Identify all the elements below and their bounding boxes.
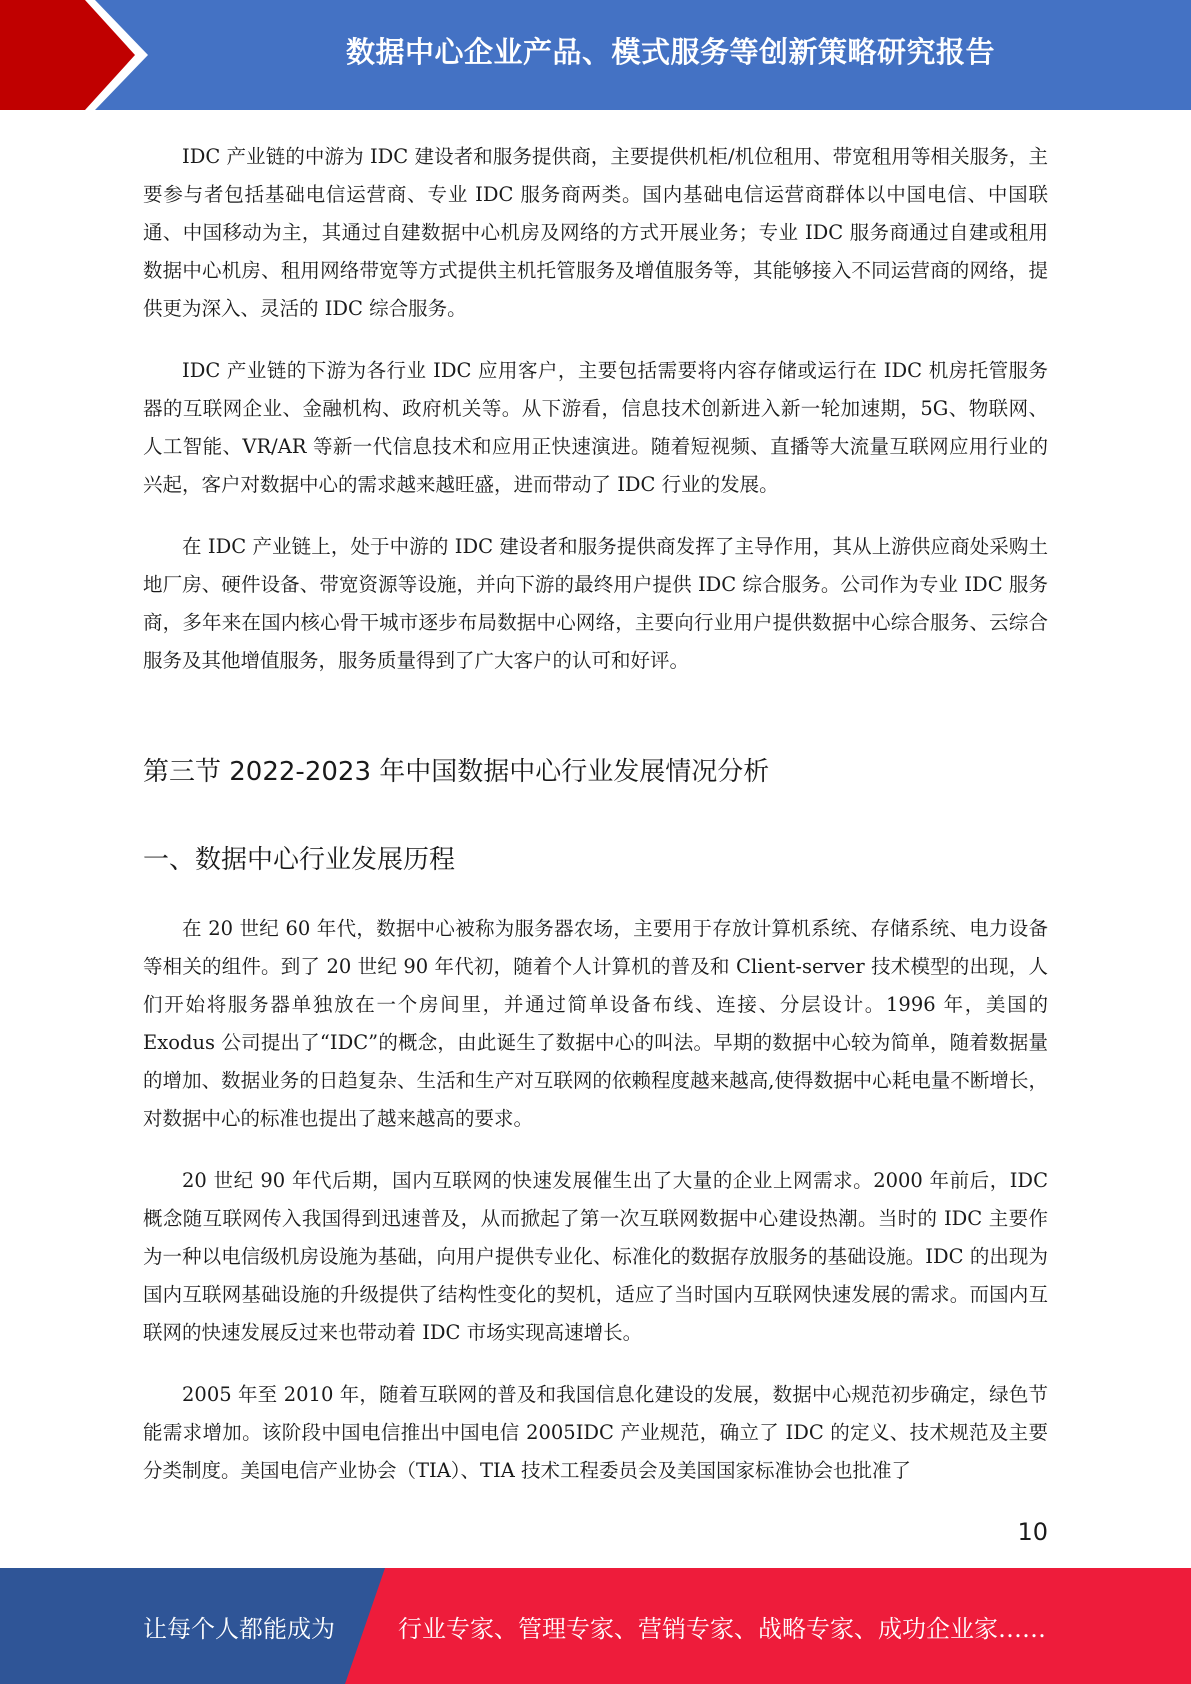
footer-slogan-right: 行业专家、管理专家、营销专家、战略专家、成功企业家…… [398, 1614, 1046, 1643]
report-title: 数据中心企业产品、模式服务等创新策略研究报告 [345, 34, 995, 69]
page-footer [0, 1568, 1191, 1684]
paragraph-history-1960s: 在 20 世纪 60 年代，数据中心被称为服务器农场，主要用于存放计算机系统、存储系统、电力设备等相关的组件。到了 20 世纪 90 年代初，随着个人计算机的普及和 Client-server 技术模型的出现，人们开始将服务器单独放在一个房间里，并通过简单设备布线、连接、分层设计。1996 年，美国的 Exodus 公司提出了“IDC”的概念，由此诞生了数据中心的叫法。早期的数据中心较为简单，随着数据量的增加、数据业务的日趋复杂、生活和生产对互联网的依赖程度越来越高,使得数据中心耗电量不断增长，对数据中心的标准也提出了越来越高的要求。 [143, 917, 1048, 1130]
paragraph-idc-midstream: IDC 产业链的中游为 IDC 建设者和服务提供商，主要提供机柜/机位租用、带宽租用等相关服务，主要参与者包括基础电信运营商、专业 IDC 服务商两类。国内基础电信运营商群体以中国电信、中国联通、中国移动为主，其通过自建数据中心机房及网络的方式开展业务；专业 IDC 服务商通过自建或租用数据中心机房、租用网络带宽等方式提供主机托管服务及增值服务等，其能够接入不同运营商的网络，提供更为深入、灵活的 IDC 综合服务。 [143, 145, 1048, 320]
paragraph-history-2005-2010: 2005 年至 2010 年，随着互联网的普及和我国信息化建设的发展，数据中心规范初步确定，绿色节能需求增加。该阶段中国电信推出中国电信 2005IDC 产业规范，确立了 IDC 的定义、技术规范及主要分类制度。美国电信产业协会（TIA）、TIA 技术工程委员会及美国国家标准协会也批准了 [143, 1383, 1048, 1482]
paragraph-idc-downstream: IDC 产业链的下游为各行业 IDC 应用客户，主要包括需要将内容存储或运行在 IDC 机房托管服务器的互联网企业、金融机构、政府机关等。从下游看，信息技术创新进入新一轮加速期，5G、物联网、人工智能、VR/AR 等新一代信息技术和应用正快速演进。随着短视频、直播等大流量互联网应用行业的兴起，客户对数据中心的需求越来越旺盛，进而带动了 IDC 行业的发展。 [143, 359, 1048, 496]
page-number: 10 [1017, 1518, 1048, 1546]
paragraph-history-late-1990s: 20 世纪 90 年代后期，国内互联网的快速发展催生出了大量的企业上网需求。2000 年前后，IDC 概念随互联网传入我国得到迅速普及，从而掀起了第一次互联网数据中心建设热潮。当时的 IDC 主要作为一种以电信级机房设施为基础，向用户提供专业化、标准化的数据存放服务的基础设施。IDC 的出现为国内互联网基础设施的升级提供了结构性变化的契机，适应了当时国内互联网快速发展的需求。而国内互联网的快速发展反过来也带动着 IDC 市场实现高速增长。 [143, 1169, 1048, 1344]
document-body [143, 138, 1048, 1514]
footer-slogan-left: 让每个人都能成为 [143, 1614, 335, 1643]
section-heading: 第三节 2022-2023 年中国数据中心行业发展情况分析 [143, 757, 770, 787]
sub-heading: 一、数据中心行业发展历程 [143, 845, 456, 875]
page-header [0, 0, 1191, 110]
paragraph-idc-chain-role: 在 IDC 产业链上，处于中游的 IDC 建设者和服务提供商发挥了主导作用，其从上游供应商处采购土地厂房、硬件设备、带宽资源等设施，并向下游的最终用户提供 IDC 综合服务。公司作为专业 IDC 服务商，多年来在国内核心骨干城市逐步布局数据中心网络，主要向行业用户提供数据中心综合服务、云综合服务及其他增值服务，服务质量得到了广大客户的认可和好评。 [143, 535, 1048, 672]
